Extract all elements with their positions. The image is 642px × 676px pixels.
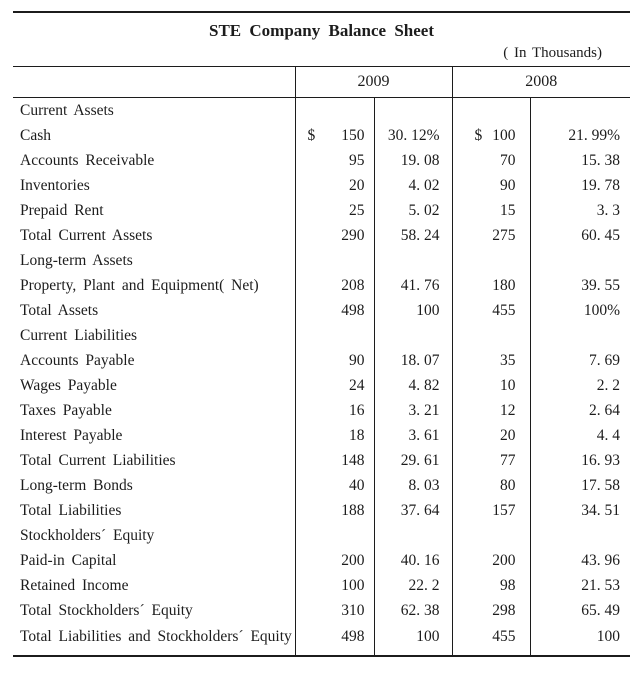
amount-2008-cell [452,98,530,124]
table-row [13,423,630,448]
percent-2008-value: 2. 2 [596,377,620,394]
amount-2009-value: 40 [349,477,365,494]
table-row [13,173,630,198]
percent-2008-cell [530,598,630,623]
table-row [13,398,630,423]
amount-2009-cell [295,348,374,373]
percent-2008-cell [530,373,630,398]
percent-2009-value: 37. 64 [400,502,440,519]
amount-2008-value: 455 [492,302,516,319]
row-label: Prepaid Rent [13,198,295,223]
percent-2008-value: 7. 69 [589,352,620,369]
amount-2008-value: 12 [500,402,516,419]
amount-2008-cell [452,148,530,173]
percent-2009-cell [374,423,452,448]
section-row [13,248,630,273]
amount-2009-value: 498 [341,628,365,645]
amount-2008-value: 200 [492,552,516,569]
percent-2008-cell [530,573,630,598]
percent-2009-cell [374,298,452,323]
amount-2008-cell [452,273,530,298]
amount-2008-value: 15 [500,202,516,219]
percent-2008-value: 100% [583,302,620,319]
page-title: STE Company Balance Sheet [209,21,434,40]
row-label: Current Liabilities [13,323,295,348]
amount-2009-cell [295,623,374,656]
amount-2008-cell [452,598,530,623]
amount-2008-value: 455 [492,628,516,645]
percent-2009-cell [374,123,452,148]
amount-2009-value: 25 [349,202,365,219]
row-label: Long-term Bonds [13,473,295,498]
amount-2008-value: 275 [492,227,516,244]
table-row [13,548,630,573]
amount-2009-cell [295,523,374,548]
percent-2009-value: 4. 02 [408,177,440,194]
amount-2008-value: 35 [500,352,516,369]
percent-2008-cell [530,98,630,124]
amount-2008-cell [452,523,530,548]
amount-2009-cell [295,548,374,573]
amount-2009-cell [295,498,374,523]
header-year-2008: 2008 [452,67,630,98]
row-label: Retained Income [13,573,295,598]
amount-2009-cell [295,223,374,248]
amount-2009-cell [295,373,374,398]
amount-2009-cell [295,323,374,348]
amount-2008-value: 10 [500,377,516,394]
row-label: Paid-in Capital [13,548,295,573]
percent-2009-cell [374,148,452,173]
amount-2009-value: 95 [349,152,365,169]
row-label: Total Liabilities and Stockholders´ Equity [13,623,295,656]
amount-2008-cell [452,248,530,273]
amount-2008-cell [452,448,530,473]
amount-2008-value: 90 [500,177,516,194]
amount-2009-cell [295,98,374,124]
table-row [13,348,630,373]
percent-2008-cell [530,223,630,248]
amount-2009-value: 148 [341,452,365,469]
percent-2009-value: 100 [416,628,440,645]
percent-2009-value: 41. 76 [400,277,440,294]
amount-2009-cell [295,273,374,298]
row-label: Total Liabilities [13,498,295,523]
row-label: Cash [13,123,295,148]
amount-2008-value: 100 [492,127,516,144]
row-label: Total Current Assets [13,223,295,248]
percent-2009-cell [374,448,452,473]
table-row [13,198,630,223]
percent-2009-value: 62. 38 [400,602,440,619]
percent-2009-value: 3. 61 [408,427,440,444]
amount-2009-cell [295,123,374,148]
amount-2009-cell [295,573,374,598]
amount-2008-cell [452,398,530,423]
percent-2008-value: 19. 78 [581,177,620,194]
amount-2009-cell [295,423,374,448]
amount-2008-cell [452,623,530,656]
amount-2009-value: 18 [349,427,365,444]
percent-2009-cell [374,598,452,623]
row-label: Long-term Assets [13,248,295,273]
percent-2008-value: 65. 49 [581,602,620,619]
percent-2009-cell [374,548,452,573]
row-label: Accounts Receivable [13,148,295,173]
section-row [13,98,630,124]
amount-2008-cell [452,473,530,498]
percent-2009-value: 40. 16 [400,552,440,569]
percent-2008-value: 39. 55 [581,277,620,294]
percent-2008-value: 21. 53 [581,577,620,594]
row-label: Current Assets [13,98,295,124]
percent-2009-value: 58. 24 [400,227,440,244]
percent-2008-cell [530,148,630,173]
percent-2008-cell [530,298,630,323]
amount-2008-value: 157 [492,502,516,519]
percent-2008-value: 21. 99% [568,127,620,144]
percent-2008-cell [530,123,630,148]
percent-2009-cell [374,273,452,298]
table-row [13,473,630,498]
balance-table-body [13,98,630,657]
percent-2008-cell [530,398,630,423]
table-row [13,373,630,398]
amount-2008-value: 77 [500,452,516,469]
percent-2009-cell [374,98,452,124]
percent-2008-value: 15. 38 [581,152,620,169]
percent-2009-cell [374,373,452,398]
amount-2008-cell [452,298,530,323]
percent-2008-cell [530,198,630,223]
amount-2009-value: 100 [341,577,365,594]
table-row [13,448,630,473]
amount-2009-cell [295,598,374,623]
amount-2009-value: 24 [349,377,365,394]
percent-2008-cell [530,248,630,273]
percent-2009-cell [374,523,452,548]
amount-2008-cell [452,423,530,448]
percent-2009-cell [374,473,452,498]
percent-2009-cell [374,248,452,273]
amount-2009-cell [295,173,374,198]
amount-2009-value: 498 [341,302,365,319]
amount-2008-cell [452,223,530,248]
year-header-row [13,67,630,98]
amount-2008-value: 98 [500,577,516,594]
section-row [13,523,630,548]
amount-2009-value: 208 [341,277,365,294]
percent-2009-cell [374,198,452,223]
amount-2008-cell [452,348,530,373]
percent-2008-value: 16. 93 [581,452,620,469]
percent-2008-cell [530,523,630,548]
amount-2009-value: 200 [341,552,365,569]
percent-2009-value: 5. 02 [408,202,440,219]
amount-2009-cell [295,398,374,423]
amount-2009-value: 188 [341,502,365,519]
amount-2009-value: 310 [341,602,365,619]
amount-2008-cell [452,323,530,348]
table-row [13,123,630,148]
percent-2009-cell [374,348,452,373]
table-header [13,67,630,98]
percent-2008-cell [530,548,630,573]
percent-2009-cell [374,323,452,348]
percent-2008-value: 4. 4 [596,427,620,444]
amount-2008-cell [452,198,530,223]
table-row [13,223,630,248]
amount-2009-value: 16 [349,402,365,419]
header-year-2009: 2009 [295,67,452,98]
row-label: Total Current Liabilities [13,448,295,473]
table-row [13,273,630,298]
percent-2009-value: 100 [416,302,440,319]
amount-2008-value: 80 [500,477,516,494]
section-row [13,323,630,348]
amount-2009-cell [295,298,374,323]
amount-2009-value: 90 [349,352,365,369]
amount-2008-value: 298 [492,602,516,619]
amount-2008-value: 20 [500,427,516,444]
percent-2009-value: 3. 21 [408,402,440,419]
amount-2009-value: 290 [341,227,365,244]
row-label: Taxes Payable [13,398,295,423]
amount-2008-value: 180 [492,277,516,294]
percent-2008-cell [530,498,630,523]
table-row [13,298,630,323]
amount-2008-value: 70 [500,152,516,169]
percent-2008-cell [530,473,630,498]
row-label: Stockholders´ Equity [13,523,295,548]
row-label: Total Assets [13,298,295,323]
table-row [13,623,630,656]
percent-2009-value: 19. 08 [400,152,440,169]
amount-2008-cell [452,373,530,398]
percent-2009-value: 30. 12% [387,127,440,144]
percent-2009-value: 29. 61 [400,452,440,469]
header-label-cell [13,67,295,98]
amount-2009-cell [295,248,374,273]
percent-2009-cell [374,573,452,598]
percent-2008-value: 60. 45 [581,227,620,244]
percent-2008-cell [530,423,630,448]
percent-2008-value: 100 [596,628,620,645]
amount-2009-cell [295,448,374,473]
table-row [13,573,630,598]
balance-sheet [13,11,630,657]
row-label: Property, Plant and Equipment( Net) [13,273,295,298]
percent-2008-cell [530,623,630,656]
balance-table [13,66,630,657]
percent-2009-cell [374,623,452,656]
percent-2009-cell [374,223,452,248]
percent-2009-value: 18. 07 [400,352,440,369]
percent-2008-value: 17. 58 [581,477,620,494]
amount-2008-cell [452,173,530,198]
amount-2009-value: 150 [341,127,365,144]
amount-2008-cell [452,123,530,148]
percent-2008-cell [530,173,630,198]
percent-2009-cell [374,498,452,523]
percent-2008-value: 43. 96 [581,552,620,569]
percent-2008-cell [530,273,630,298]
amount-2009-cell [295,473,374,498]
percent-2008-cell [530,348,630,373]
dollar-sign: $ [474,127,483,144]
percent-2009-value: 4. 82 [408,377,440,394]
percent-2009-value: 22. 2 [408,577,440,594]
percent-2008-cell [530,448,630,473]
row-label: Inventories [13,173,295,198]
row-label: Wages Payable [13,373,295,398]
amount-2008-cell [452,498,530,523]
amount-2009-cell [295,198,374,223]
percent-2008-cell [530,323,630,348]
units-note: ( In Thousands) [503,45,602,61]
table-row [13,598,630,623]
percent-2009-value: 8. 03 [408,477,440,494]
dollar-sign: $ [307,127,316,144]
percent-2009-cell [374,173,452,198]
amount-2009-value: 20 [349,177,365,194]
row-label: Total Stockholders´ Equity [13,598,295,623]
amount-2008-cell [452,548,530,573]
row-label: Interest Payable [13,423,295,448]
percent-2008-value: 34. 51 [581,502,620,519]
amount-2008-cell [452,573,530,598]
percent-2008-value: 2. 64 [589,402,620,419]
percent-2009-cell [374,398,452,423]
row-label: Accounts Payable [13,348,295,373]
amount-2009-cell [295,148,374,173]
table-row [13,498,630,523]
table-row [13,148,630,173]
percent-2008-value: 3. 3 [596,202,620,219]
